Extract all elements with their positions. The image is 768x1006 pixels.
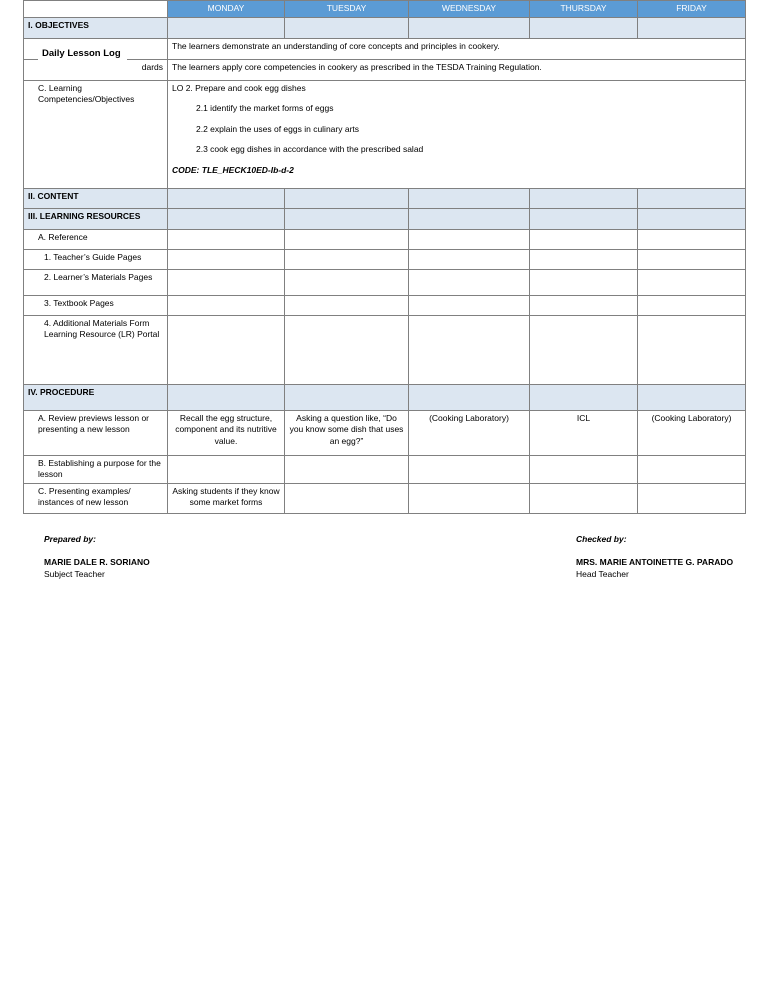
competencies-label: C. Learning Competencies/Objectives [24, 81, 168, 189]
additional-materials-label: 4. Additional Materials Form Learning Resource (LR) Portal [24, 316, 168, 385]
prepared-by-block [44, 533, 150, 580]
checked-by-name: MRS. MARIE ANTOINETTE G. PARADO [576, 557, 734, 567]
purpose-label: B. Establishing a purpose for the lesson [24, 456, 168, 484]
examples-label: C. Presenting examples/ instances of new lesson [24, 483, 168, 513]
review-tuesday: Asking a question like, “Do you know some dish that uses an egg?” [285, 411, 409, 456]
checked-by-block [576, 533, 733, 580]
checked-by-label: Checked by: [576, 534, 627, 544]
day-header-row [24, 1, 746, 18]
checked-by-role: Head Teacher [576, 569, 629, 579]
lesson-log-table [23, 0, 746, 514]
prepared-by-role: Subject Teacher [44, 569, 105, 579]
day-header-wednesday: WEDNESDAY [409, 1, 530, 18]
procedure-row [24, 385, 746, 411]
day-header-monday: MONDAY [168, 1, 285, 18]
lo-item: 2.3 cook egg dishes in accordance with the prescribed salad [196, 144, 424, 155]
reference-label: A. Reference [24, 230, 168, 250]
performance-standards-row [24, 60, 746, 81]
review-row [24, 411, 746, 456]
tb-pages-label: 3. Textbook Pages [24, 296, 168, 316]
resources-row [24, 209, 746, 230]
prepared-by-name: MARIE DALE R. SORIANO [44, 557, 150, 567]
lo-title: LO 2. Prepare and cook egg dishes [172, 83, 306, 93]
purpose-row [24, 456, 746, 484]
prepared-by-label: Prepared by: [44, 534, 96, 544]
review-label: A. Review previews lesson or presenting a new lesson [24, 411, 168, 456]
review-friday: (Cooking Laboratory) [638, 411, 746, 456]
lm-pages-label: 2. Learner’s Materials Pages [24, 270, 168, 296]
procedure-heading: IV. PROCEDURE [24, 385, 168, 411]
day-header-thursday: THURSDAY [530, 1, 638, 18]
examples-row [24, 483, 746, 513]
review-thursday: ICL [530, 411, 638, 456]
corner-cell [24, 1, 168, 18]
review-wednesday: (Cooking Laboratory) [409, 411, 530, 456]
competency-code: CODE: TLE_HECK10ED-Ib-d-2 [172, 164, 294, 175]
reference-row [24, 230, 746, 250]
resources-heading: III. LEARNING RESOURCES [24, 209, 168, 230]
daily-lesson-log-title: Daily Lesson Log [38, 44, 127, 74]
lm-pages-row [24, 270, 746, 296]
day-header-tuesday: TUESDAY [285, 1, 409, 18]
lo-item: 2.1 identify the market forms of eggs [196, 103, 334, 114]
performance-standards-label: dards [24, 60, 168, 81]
objectives-heading: I. OBJECTIVES [24, 18, 168, 39]
tg-pages-row [24, 250, 746, 270]
competencies-row [24, 81, 746, 189]
content-row [24, 189, 746, 209]
additional-materials-row [24, 316, 746, 385]
content-standards-row [24, 39, 746, 60]
examples-monday: Asking students if they know some market forms [168, 483, 285, 513]
lo-item: 2.2 explain the uses of eggs in culinary arts [196, 123, 360, 134]
day-header-friday: FRIDAY [638, 1, 746, 18]
content-heading: II. CONTENT [24, 189, 168, 209]
tg-pages-label: 1. Teacher’s Guide Pages [24, 250, 168, 270]
performance-standards-text: The learners apply core competencies in cookery as prescribed in the TESDA Training Regulation. [168, 60, 746, 81]
review-monday: Recall the egg structure, component and its nutritive value. [168, 411, 285, 456]
learning-objectives-cell [168, 81, 746, 189]
tb-pages-row [24, 296, 746, 316]
content-standards-text: The learners demonstrate an understanding of core concepts and principles in cookery. [168, 39, 746, 60]
objectives-row [24, 18, 746, 39]
